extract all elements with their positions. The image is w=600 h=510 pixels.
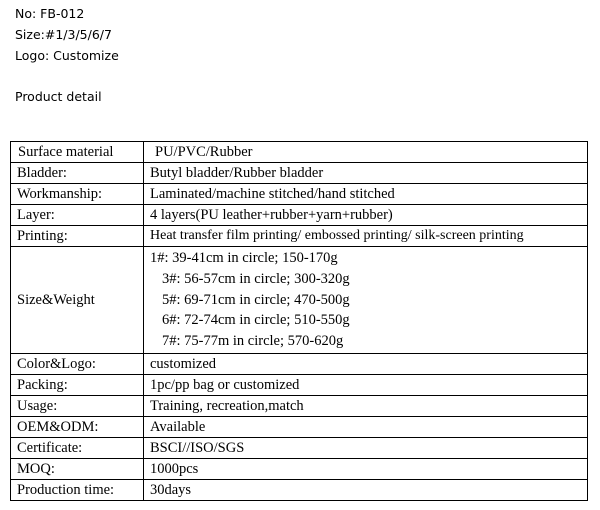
row-label: OEM&ODM: (11, 417, 144, 438)
product-spec-table (10, 141, 588, 501)
row-value: BSCI//ISO/SGS (144, 438, 588, 459)
size-weight-line: 5#: 69-71cm in circle; 470-500g (162, 291, 350, 308)
row-label: Workmanship: (11, 184, 144, 205)
table-row (11, 354, 588, 375)
row-value: 4 layers(PU leather+rubber+yarn+rubber) (144, 205, 588, 226)
product-number: No: FB-012 (15, 6, 85, 21)
size-weight-line: 3#: 56-57cm in circle; 300-320g (162, 270, 350, 287)
row-value: Laminated/machine stitched/hand stitched (144, 184, 588, 205)
table-row (11, 142, 588, 163)
row-value: 1000pcs (144, 459, 588, 480)
size-weight-line: 7#: 75-77m in circle; 570-620g (162, 333, 344, 350)
logo-line: Logo: Customize (15, 48, 119, 63)
table-row (11, 396, 588, 417)
table-row (11, 163, 588, 184)
row-value: Training, recreation,match (144, 396, 588, 417)
row-label: Color&Logo: (11, 354, 144, 375)
row-label: Usage: (11, 396, 144, 417)
table-row (11, 184, 588, 205)
row-label: Production time: (11, 480, 144, 501)
table-row (11, 459, 588, 480)
row-value: Available (144, 417, 588, 438)
row-value: PU/PVC/Rubber (144, 142, 588, 163)
size-weight-line: 6#: 72-74cm in circle; 510-550g (162, 312, 350, 329)
row-value: customized (144, 354, 588, 375)
table-row (11, 226, 588, 247)
row-value: Butyl bladder/Rubber bladder (144, 163, 588, 184)
row-label: Packing: (11, 375, 144, 396)
table-row (11, 438, 588, 459)
table-row (11, 417, 588, 438)
table-row (11, 480, 588, 501)
section-title: Product detail (15, 89, 102, 104)
row-value-size-weight (144, 247, 588, 354)
row-label: Bladder: (11, 163, 144, 184)
row-label: Layer: (11, 205, 144, 226)
row-label: Surface material (11, 142, 144, 163)
row-label: Certificate: (11, 438, 144, 459)
row-label: Size&Weight (11, 247, 144, 354)
row-value: Heat transfer film printing/ embossed printing/ silk-screen printing (144, 226, 588, 247)
table-row (11, 205, 588, 226)
table-row (11, 247, 588, 354)
table-row (11, 375, 588, 396)
size-line: Size:#1/3/5/6/7 (15, 27, 112, 42)
size-weight-line: 1#: 39-41cm in circle; 150-170g (150, 250, 338, 266)
row-value: 1pc/pp bag or customized (144, 375, 588, 396)
row-label: Printing: (11, 226, 144, 247)
row-value: 30days (144, 480, 588, 501)
row-label: MOQ: (11, 459, 144, 480)
